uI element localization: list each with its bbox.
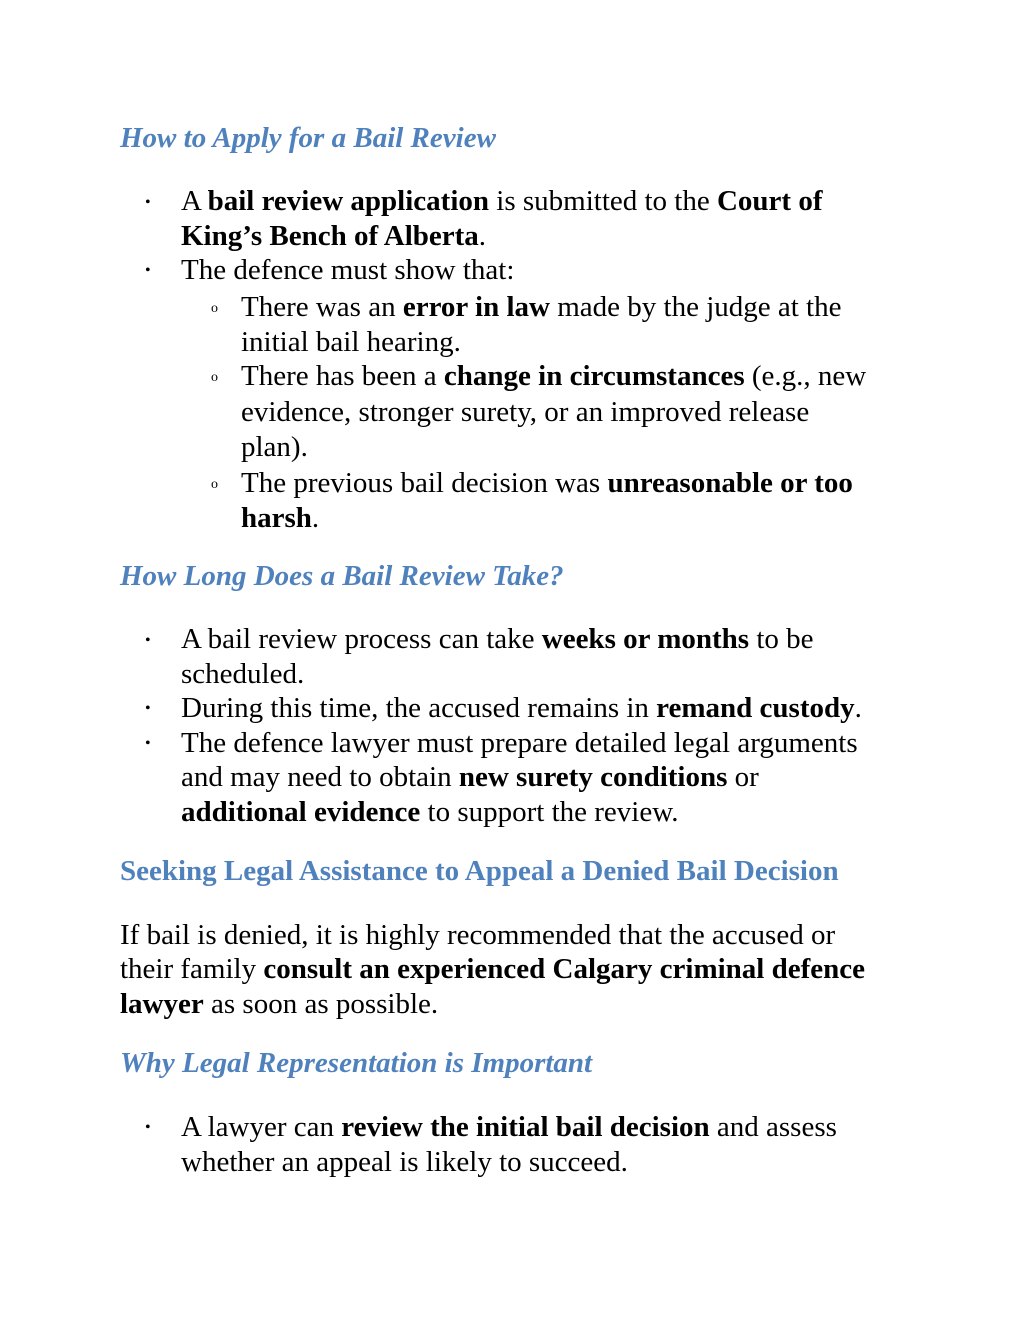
section-heading-representation: Why Legal Representation is Important bbox=[120, 1047, 593, 1079]
document-page: How to Apply for a Bail Review • A bail review application is submitted to the Court of King’s Bench of Alberta. • The defence must show that: o There was an error in law made by the judge at the initial bail hearing. o There has been a change in circumstances (e.g., new evidence, stronger surety, or an improved release plan). o The previous bail decision was unreasonable or too harsh. How Long Does a Bail Review Take? • A bail review process can take weeks or months to be scheduled. • During this time, the accused remains in remand custody. • The defence lawyer must prepare detailed legal arguments and may need to obtain new surety conditions or additional evidence to support the review. Seeking Legal Assistance to Appeal a Denied Bail Decision If bail is denied, it is highly recommended that the accused or their family consult an experienced Calgary criminal defence lawyer as soon as possible. Why Legal Representation is Important • A lawyer can review the initial bail decision and assess whether an appeal is likely to succeed. bbox=[120, 122, 867, 1178]
sub-bullet-icon: o bbox=[211, 370, 218, 385]
bullet-icon: • bbox=[145, 194, 151, 211]
bullet-icon: • bbox=[145, 700, 151, 717]
bullet-icon: • bbox=[145, 1119, 151, 1136]
sub-bullet-icon: o bbox=[211, 477, 218, 492]
section-heading-apply: How to Apply for a Bail Review bbox=[120, 122, 496, 154]
bullet-icon: • bbox=[145, 632, 151, 649]
section-heading-legal-assistance: Seeking Legal Assistance to Appeal a Denied Bail Decision bbox=[120, 855, 839, 887]
bullet-icon: • bbox=[145, 262, 151, 279]
sub-bullet-icon: o bbox=[211, 301, 218, 316]
section-heading-duration: How Long Does a Bail Review Take? bbox=[120, 560, 564, 592]
bullet-icon: • bbox=[145, 735, 151, 752]
